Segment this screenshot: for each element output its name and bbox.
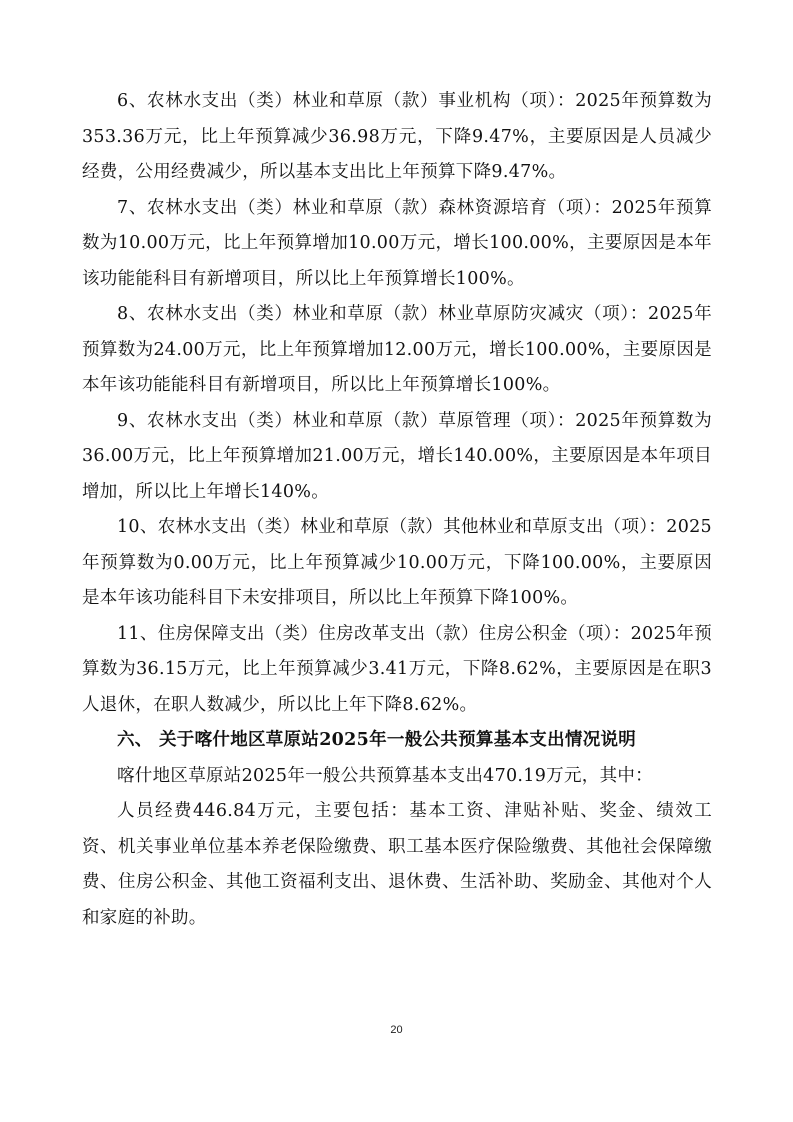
- page-body: [82, 84, 712, 936]
- page-number: 20: [390, 1024, 403, 1036]
- paragraph-item-8: 8、农林水支出（类）林业和草原（款）林业草原防灾减灾（项）：2025年预算数为24.00万元，比上年预算增加12.00万元，增长100.00%，主要原因是本年该功能能科目有新增项目，所以比上年预算增长100%。: [82, 304, 712, 395]
- section-summary-paragraph: 喀什地区草原站2025年一般公共预算基本支出470.19万元，其中：: [117, 765, 653, 786]
- personnel-expenses-paragraph: 人员经费446.84万元，主要包括：基本工资、津贴补贴、奖金、绩效工资、机关事业单位基本养老保险缴费、职工基本医疗保险缴费、其他社会保障缴费、住房公积金、其他工资福利支出、退休费、生活补助、奖励金、其他对个人和家庭的补助。: [82, 801, 712, 928]
- paragraph-item-6: 6、农林水支出（类）林业和草原（款）事业机构（项）：2025年预算数为353.36万元，比上年预算减少36.98万元，下降9.47%，主要原因是人员减少经费，公用经费减少，所以基本支出比上年预算下降9.47%。: [82, 91, 712, 182]
- paragraph-item-7: 7、农林水支出（类）林业和草原（款）森林资源培育（项）：2025年预算数为10.00万元，比上年预算增加10.00万元，增长100.00%，主要原因是本年该功能能科目有新增项目，所以比上年预算增长100%。: [82, 197, 712, 289]
- section-heading: 六、 关于喀什地区草原站2025年一般公共预算基本支出情况说明: [117, 730, 637, 750]
- paragraph-item-10: 10、农林水支出（类）林业和草原（款）其他林业和草原支出（项）：2025年预算数为0.00万元，比上年预算减少10.00万元，下降100.00%，主要原因是本年该功能科目下未安排项目，所以比上年预算下降100%。: [82, 517, 712, 608]
- paragraph-item-11: 11、住房保障支出（类）住房改革支出（款）住房公积金（项）：2025年预算数为36.15万元，比上年预算减少3.41万元，下降8.62%，主要原因是在职3人退休，在职人数减少，所以比上年下降8.62%。: [82, 623, 712, 715]
- paragraph-item-9: 9、农林水支出（类）林业和草原（款）草原管理（项）：2025年预算数为36.00万元，比上年预算增加21.00万元，增长140.00%，主要原因是本年项目增加，所以比上年增长140%。: [82, 410, 712, 502]
